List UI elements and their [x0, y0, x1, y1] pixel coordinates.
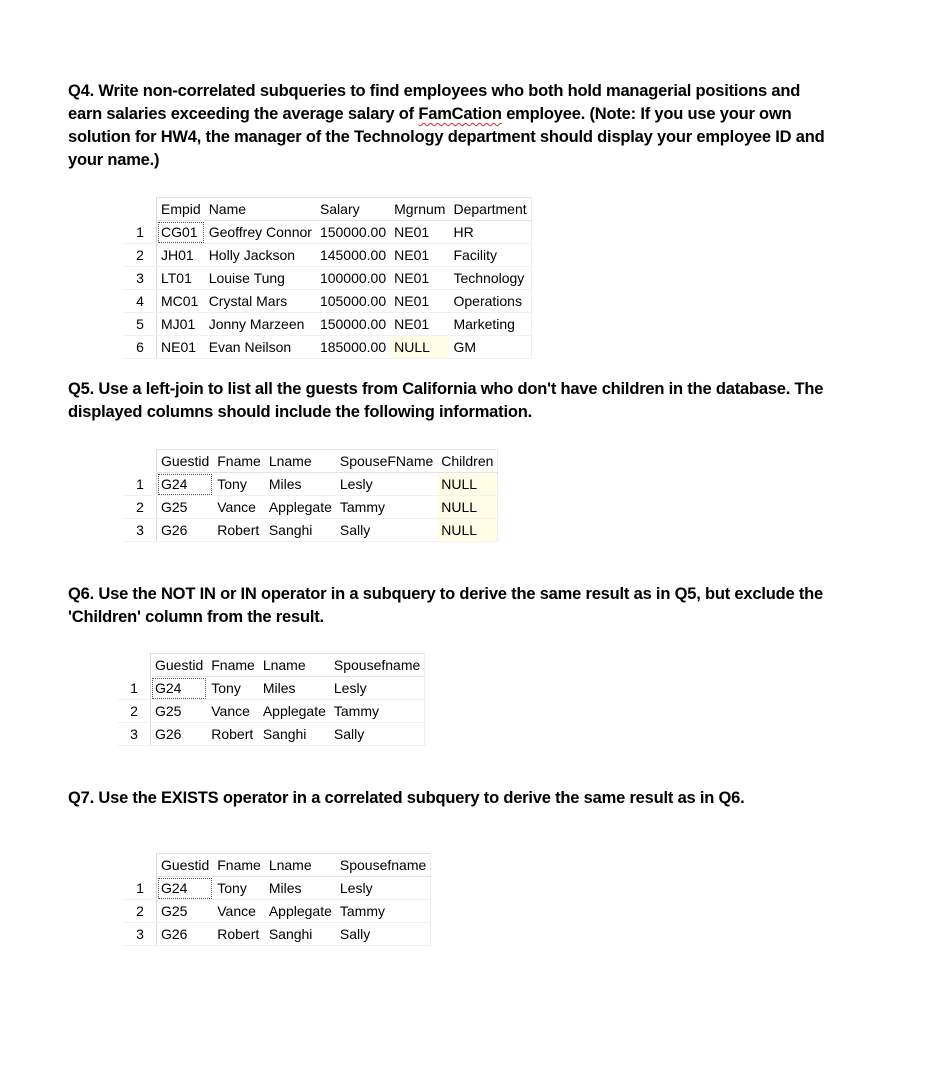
table-cell[interactable]: LT01 — [157, 267, 205, 290]
table-cell[interactable]: Robert — [213, 519, 265, 542]
table-cell[interactable]: 150000.00 — [316, 313, 390, 336]
table-cell[interactable]: Miles — [259, 677, 330, 700]
q4-line4: your name.) — [68, 151, 160, 169]
table-cell[interactable]: Applegate — [259, 700, 330, 723]
q4-question — [68, 80, 868, 172]
table-cell[interactable]: 100000.00 — [316, 267, 390, 290]
q6-question — [68, 583, 868, 629]
table-cell[interactable]: Technology — [449, 267, 531, 290]
q7-question — [68, 787, 868, 810]
table-cell[interactable]: Sally — [336, 923, 431, 946]
table-cell[interactable]: Operations — [449, 290, 531, 313]
table-row[interactable] — [124, 473, 498, 496]
q6-line2: 'Children' column from the result. — [68, 608, 324, 626]
row-number: 1 — [124, 221, 157, 244]
table-row[interactable] — [124, 221, 531, 244]
q5-question — [68, 378, 868, 424]
table-row[interactable] — [124, 923, 431, 946]
table-row[interactable] — [124, 313, 531, 336]
q6-header-row — [118, 654, 425, 677]
table-cell[interactable]: Applegate — [265, 496, 336, 519]
table-cell[interactable]: MJ01 — [157, 313, 205, 336]
q6-result-grid — [118, 653, 425, 746]
col-department: Department — [449, 198, 531, 221]
table-cell[interactable]: 105000.00 — [316, 290, 390, 313]
table-cell[interactable]: Vance — [213, 496, 265, 519]
col-salary: Salary — [316, 198, 390, 221]
table-cell[interactable]: Tammy — [336, 900, 431, 923]
q4-result-grid — [124, 197, 532, 359]
table-cell[interactable]: 145000.00 — [316, 244, 390, 267]
col-children: Children — [437, 450, 498, 473]
table-cell[interactable]: Vance — [213, 900, 265, 923]
table-cell[interactable]: GM — [449, 336, 531, 359]
col-guestid: Guestid — [157, 450, 214, 473]
table-cell[interactable]: CG01 — [157, 221, 205, 244]
table-cell[interactable]: HR — [449, 221, 531, 244]
row-number: 2 — [124, 496, 157, 519]
table-cell[interactable]: Holly Jackson — [205, 244, 316, 267]
q6-line1: Q6. Use the NOT IN or IN operator in a subquery to derive the same result as in Q5, but exclude the — [68, 585, 823, 603]
col-empid: Empid — [157, 198, 205, 221]
table-cell[interactable]: G25 — [157, 900, 214, 923]
table-cell[interactable]: G24 — [151, 677, 208, 700]
table-row[interactable] — [118, 723, 425, 746]
row-number: 1 — [124, 877, 157, 900]
col-lname: Lname — [265, 854, 336, 877]
table-cell[interactable]: Lesly — [336, 877, 431, 900]
q5-line1: Q5. Use a left-join to list all the guests from California who don't have children in the database. The — [68, 380, 824, 398]
table-cell[interactable]: Sally — [330, 723, 425, 746]
table-cell[interactable]: Miles — [265, 877, 336, 900]
q5-result-grid — [124, 449, 498, 542]
table-row[interactable] — [124, 900, 431, 923]
table-cell[interactable]: Robert — [213, 923, 265, 946]
table-cell[interactable]: G25 — [151, 700, 208, 723]
q4-line2-pre: earn salaries exceeding the average salary of — [68, 105, 419, 123]
row-number: 3 — [124, 519, 157, 542]
table-cell[interactable]: NULL — [437, 473, 498, 496]
col-lname: Lname — [259, 654, 330, 677]
table-cell[interactable]: Miles — [265, 473, 336, 496]
table-row[interactable] — [124, 290, 531, 313]
table-cell[interactable]: Sally — [336, 519, 437, 542]
row-number: 2 — [124, 244, 157, 267]
row-number: 4 — [124, 290, 157, 313]
row-number: 2 — [118, 700, 151, 723]
table-row[interactable] — [124, 877, 431, 900]
table-cell[interactable]: Robert — [207, 723, 259, 746]
col-spousefname: SpouseFName — [336, 450, 437, 473]
col-guestid: Guestid — [151, 654, 208, 677]
table-cell[interactable]: NE01 — [390, 313, 449, 336]
q4-header-row — [124, 198, 531, 221]
row-number: 3 — [124, 923, 157, 946]
table-cell[interactable]: NE01 — [390, 290, 449, 313]
q5-line2: displayed columns should include the following information. — [68, 403, 532, 421]
table-cell[interactable]: Evan Neilson — [205, 336, 316, 359]
table-cell[interactable]: Vance — [207, 700, 259, 723]
table-cell[interactable]: NULL — [437, 496, 498, 519]
col-name: Name — [205, 198, 316, 221]
q4-line3: solution for HW4, the manager of the Technology department should display your employee ID and — [68, 128, 825, 146]
q5-header-row — [124, 450, 498, 473]
table-cell[interactable]: Marketing — [449, 313, 531, 336]
table-cell[interactable]: G24 — [157, 877, 214, 900]
table-cell[interactable]: JH01 — [157, 244, 205, 267]
table-cell[interactable]: NE01 — [390, 221, 449, 244]
row-number: 3 — [118, 723, 151, 746]
col-fname: Fname — [213, 854, 265, 877]
table-cell[interactable]: NULL — [390, 336, 449, 359]
table-cell[interactable]: Sanghi — [265, 923, 336, 946]
q7-header-row — [124, 854, 431, 877]
table-cell[interactable]: Sanghi — [259, 723, 330, 746]
col-fname: Fname — [213, 450, 265, 473]
table-cell[interactable]: Geoffrey Connor — [205, 221, 316, 244]
table-cell[interactable]: Tony — [213, 473, 265, 496]
table-row[interactable] — [124, 336, 531, 359]
table-cell[interactable]: 150000.00 — [316, 221, 390, 244]
table-row[interactable] — [124, 519, 498, 542]
table-cell[interactable]: Tony — [207, 677, 259, 700]
table-cell[interactable]: MC01 — [157, 290, 205, 313]
table-cell[interactable]: Tony — [213, 877, 265, 900]
table-row[interactable] — [124, 244, 531, 267]
row-number: 2 — [124, 900, 157, 923]
table-cell[interactable]: G26 — [151, 723, 208, 746]
col-mgrnum: Mgrnum — [390, 198, 449, 221]
table-cell[interactable]: Tammy — [336, 496, 437, 519]
row-number: 1 — [118, 677, 151, 700]
table-cell[interactable]: NE01 — [390, 267, 449, 290]
table-cell[interactable]: NULL — [437, 519, 498, 542]
table-cell[interactable]: 185000.00 — [316, 336, 390, 359]
table-cell[interactable]: Crystal Mars — [205, 290, 316, 313]
table-cell[interactable]: NE01 — [390, 244, 449, 267]
row-number: 3 — [124, 267, 157, 290]
table-cell[interactable]: Lesly — [330, 677, 425, 700]
table-cell[interactable]: Louise Tung — [205, 267, 316, 290]
q4-line2 — [68, 103, 868, 126]
table-cell[interactable]: Jonny Marzeen — [205, 313, 316, 336]
table-row[interactable] — [124, 496, 498, 519]
table-cell[interactable]: G25 — [157, 496, 214, 519]
q7-result-grid — [124, 853, 431, 946]
col-spousefname: Spousefname — [336, 854, 431, 877]
table-cell[interactable]: G26 — [157, 519, 214, 542]
table-cell[interactable]: G26 — [157, 923, 214, 946]
table-row[interactable] — [118, 677, 425, 700]
table-cell[interactable]: G24 — [157, 473, 214, 496]
table-row[interactable] — [118, 700, 425, 723]
q4-line2-post: employee. (Note: If you use your own — [501, 105, 792, 123]
table-row[interactable] — [124, 267, 531, 290]
table-cell[interactable]: Tammy — [330, 700, 425, 723]
row-number: 1 — [124, 473, 157, 496]
col-spousefname: Spousefname — [330, 654, 425, 677]
q4-line1: Q4. Write non-correlated subqueries to find employees who both hold managerial positions and — [68, 82, 801, 100]
table-cell[interactable]: NE01 — [157, 336, 205, 359]
table-cell[interactable]: Applegate — [265, 900, 336, 923]
col-fname: Fname — [207, 654, 259, 677]
spellcheck-word: FamCation — [418, 105, 502, 123]
table-cell[interactable]: Facility — [449, 244, 531, 267]
row-number: 6 — [124, 336, 157, 359]
col-lname: Lname — [265, 450, 336, 473]
row-number: 5 — [124, 313, 157, 336]
table-cell[interactable]: Sanghi — [265, 519, 336, 542]
q7-line1: Q7. Use the EXISTS operator in a correlated subquery to derive the same result as in Q6. — [68, 789, 745, 807]
table-cell[interactable]: Lesly — [336, 473, 437, 496]
col-guestid: Guestid — [157, 854, 214, 877]
